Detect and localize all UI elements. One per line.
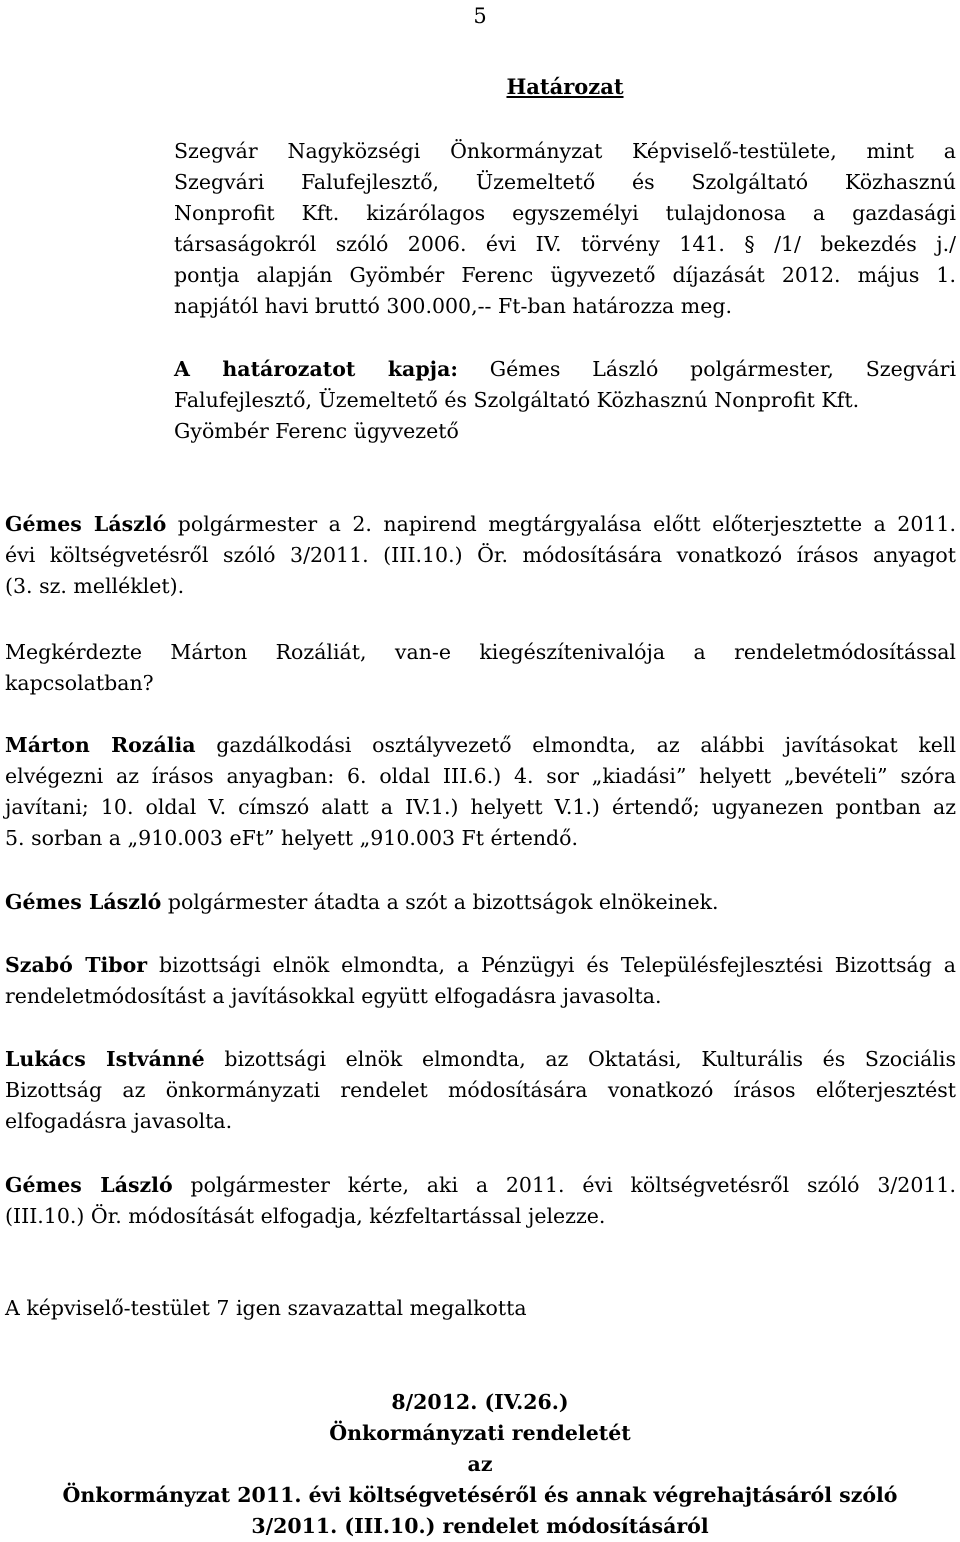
decree-number: 8/2012. (IV.26.) [391, 1390, 569, 1414]
resolution-line: pontja alapján Gyömbér Ferenc ügyvezető díjazását 2012. május 1. [174, 263, 956, 287]
resolution-title: Határozat [506, 74, 624, 99]
resolution-line: társaságokról szóló 2006. évi IV. törvény 141. § /1/ bekezdés j./ [174, 232, 956, 256]
paragraph-3: Márton Rozália gazdálkodási osztályvezető elmondta, az alábbi javításokat kell elvégezni az írásos anyagban: 6. oldal III.6.) 4. sor „kiadási” helyett „bevételi” szóra javítani; 10. oldal V. címszó alatt a IV.1.) helyett V.1.) értendő; ugyanezen pontban az 5. sorban a „910.003 eFt” helyett „910.003 Ft értendő. [5, 733, 957, 850]
paragraph-7: Gémes László polgármester kérte, aki a 2011. évi költségvetésről szóló 3/2011. (III.10.) Ör. módosítását elfogadja, kézfeltartással jelezze. [5, 1173, 956, 1228]
speaker-name: Gémes László [5, 1173, 173, 1197]
recipients-text: Gémes László polgármester, Szegvári [489, 357, 956, 381]
decree-title-line: 3/2011. (III.10.) rendelet módosításáról [251, 1514, 709, 1538]
paragraph-5: Szabó Tibor bizottsági elnök elmondta, a Pénzügyi és Településfejlesztési Bizottság a rendeletmódosítást a javításokkal együtt elfogadásra javasolta. [5, 953, 956, 1008]
resolution-line: Szegvári Falufejlesztő, Üzemeltető és Szolgáltató Közhasznú [174, 170, 956, 194]
resolution-line: Szegvár Nagyközségi Önkormányzat Képviselő-testülete, mint a [174, 139, 956, 163]
paragraph-4: Gémes László polgármester átadta a szót a bizottságok elnökeinek. [5, 890, 719, 914]
recipients-line: Falufejlesztő, Üzemeltető és Szolgáltató Közhasznú Nonprofit Kft. [174, 388, 860, 412]
speaker-name: Gémes László [5, 512, 167, 536]
vote-result: A képviselő-testület 7 igen szavazattal megalkotta [5, 1296, 527, 1320]
decree-title-line: Önkormányzat 2011. évi költségvetéséről és annak végrehajtásáról szóló [62, 1483, 898, 1507]
speaker-name: Márton Rozália [5, 733, 196, 757]
recipients-label: A határozatot kapja: [174, 357, 458, 381]
page-number: 5 [473, 4, 487, 28]
resolution-text [174, 136, 956, 322]
decree-heading: Önkormányzati rendeletét [329, 1421, 631, 1445]
paragraph-6: Lukács Istvánné bizottsági elnök elmondta, az Oktatási, Kulturális és Szociális Bizottság az önkormányzati rendelet módosítására vonatkozó írásos előterjesztést elfogadásra javasolta. [5, 1047, 956, 1133]
decree-az: az [467, 1452, 493, 1476]
speaker-name: Lukács Istvánné [5, 1047, 205, 1071]
resolution-line: napjától havi bruttó 300.000,-- Ft-ban határozza meg. [174, 294, 733, 318]
resolution-line: Nonprofit Kft. kizárólagos egyszemélyi tulajdonosa a gazdasági [174, 201, 956, 225]
recipients [174, 354, 956, 447]
speaker-name: Gémes László [5, 890, 162, 914]
speaker-name: Szabó Tibor [5, 953, 148, 977]
paragraph-1: Gémes László polgármester a 2. napirend megtárgyalása előtt előterjesztette a 2011. évi költségvetésről szóló 3/2011. (III.10.) Ör. módosítására vonatkozó írásos anyagot (3. sz. melléklet). [5, 512, 956, 598]
paragraph-2: Megkérdezte Márton Rozáliát, van-e kiegészítenivalója a rendeletmódosítással kapcsolatban? [5, 640, 956, 695]
recipients-line: Gyömbér Ferenc ügyvezető [174, 419, 459, 443]
